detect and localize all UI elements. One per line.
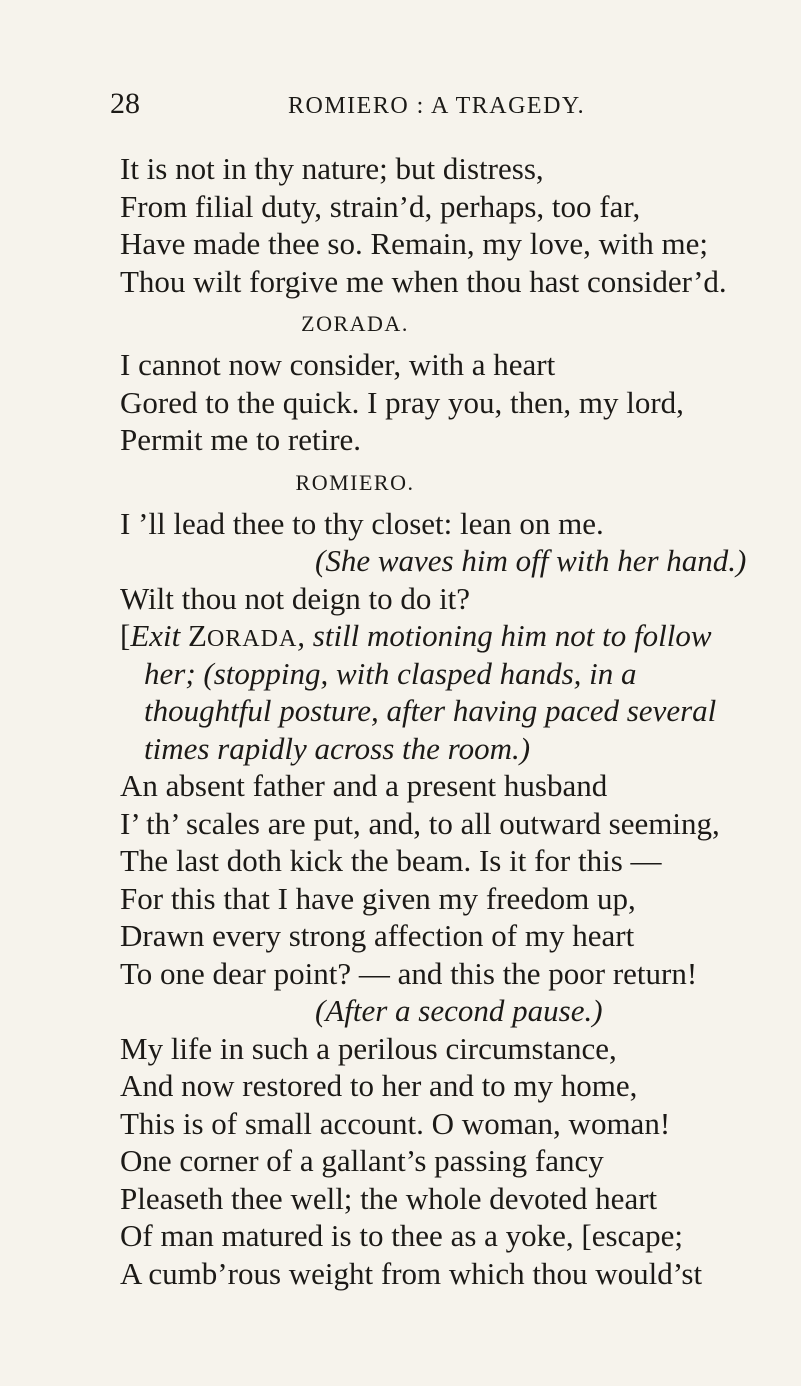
exit-direction-text: , still motioning him not to follow <box>297 618 712 653</box>
verse-line: To one dear point? — and this the poor return! <box>120 955 698 991</box>
verse-line: Drawn every strong affection of my heart <box>120 918 635 953</box>
page-number: 28 <box>110 87 140 120</box>
name-rest: ORADA <box>206 626 298 652</box>
verse-line: A cumb’rous weight from which thou would’st <box>120 1255 703 1291</box>
exit-word: Exit <box>130 618 181 653</box>
verse-line: Thou wilt forgive me when thou hast consider’d. <box>120 263 727 299</box>
stage-direction-exit <box>120 617 780 655</box>
verse-line: One corner of a gallant’s passing fancy <box>120 1143 604 1178</box>
exit-bracket: [ <box>120 618 131 653</box>
verse-line: I cannot now consider, with a heart <box>120 347 556 382</box>
stage-direction: (After a second pause.) <box>315 993 603 1028</box>
verse-line: I ’ll lead thee to thy closet: lean on me. <box>120 505 604 541</box>
stage-direction-line: thoughtful posture, after having paced several <box>144 693 717 728</box>
verse-line: Have made thee so. Remain, my love, with me; <box>120 226 708 261</box>
play-text <box>120 150 780 1292</box>
verse-line: It is not in thy nature; but distress, <box>120 151 544 186</box>
verse-line: For this that I have given my freedom up, <box>120 880 636 916</box>
verse-line: Wilt thou not deign to do it? <box>120 580 471 616</box>
stage-direction-line: her; (stopping, with clasped hands, in a <box>144 655 637 691</box>
page-header <box>110 86 710 126</box>
verse-line: An absent father and a present husband <box>120 768 608 803</box>
verse-line: The last doth kick the beam. Is it for this — <box>120 843 662 878</box>
running-head: ROMIERO : A TRAGEDY. <box>288 93 586 119</box>
speaker-zorada: ZORADA. <box>301 311 409 336</box>
verse-line: Of man matured is to thee as a yoke, [escape; <box>120 1218 683 1253</box>
character-name <box>188 618 297 653</box>
verse-line: Permit me to retire. <box>120 422 362 457</box>
verse-line: Gored to the quick. I pray you, then, my lord, <box>120 384 684 420</box>
verse-line: Pleaseth thee well; the whole devoted heart <box>120 1180 658 1216</box>
speaker-romiero: ROMIERO. <box>295 469 415 495</box>
stage-direction: (She waves him off with her hand.) <box>315 543 747 578</box>
verse-line: My life in such a perilous circumstance, <box>120 1030 617 1066</box>
verse-line: And now restored to her and to my home, <box>120 1068 638 1103</box>
verse-line: From filial duty, strain’d, perhaps, too far, <box>120 188 641 224</box>
stage-direction-line: times rapidly across the room.) <box>144 730 531 766</box>
verse-line: This is of small account. O woman, woman! <box>120 1105 671 1141</box>
verse-line: I’ th’ scales are put, and, to all outward seeming, <box>120 805 720 841</box>
name-initial: Z <box>188 618 207 653</box>
